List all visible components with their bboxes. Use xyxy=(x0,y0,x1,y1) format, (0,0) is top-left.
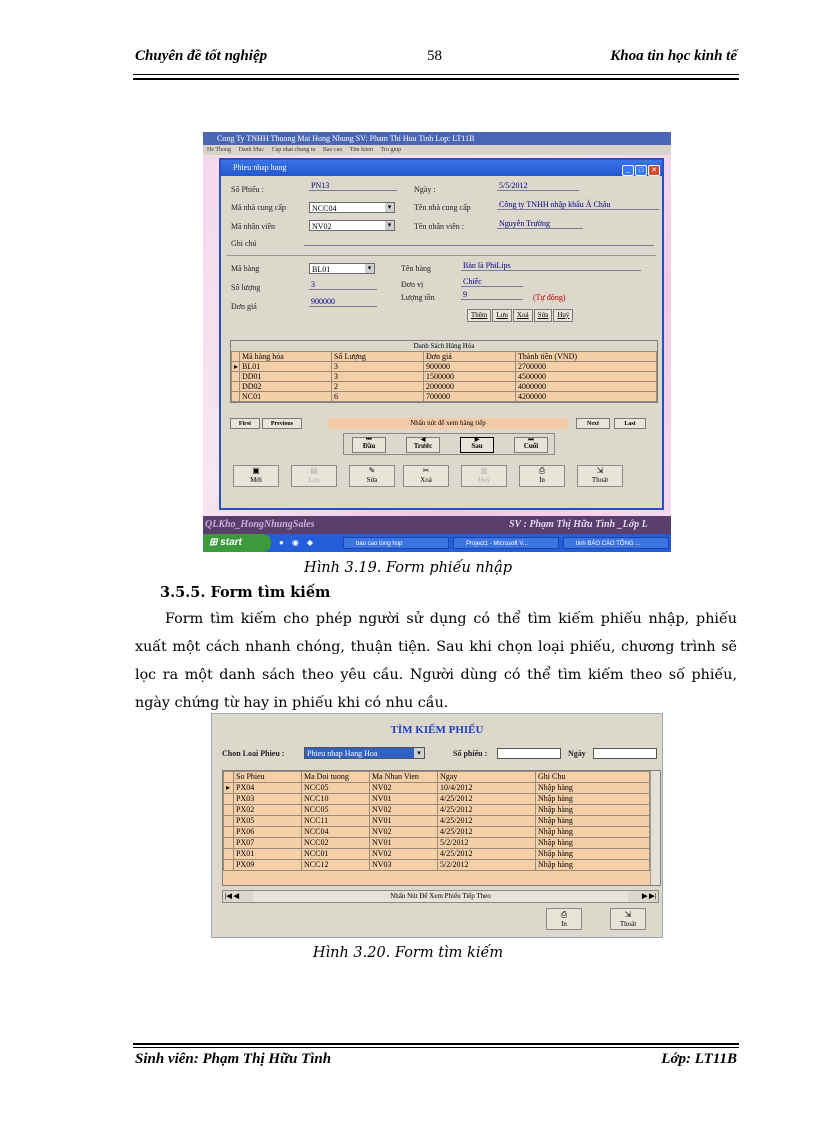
divider xyxy=(227,255,656,256)
menu-item[interactable]: Danh Muc xyxy=(238,147,265,153)
app-title-bar: Cong Ty TNHH Thuong Mai Hong Nhung SV: Pham Thi Huu Tinh Lop: LT11B xyxy=(203,132,671,145)
app-menu-bar xyxy=(203,145,671,155)
navigator-message: Nhấn Nút Để Xem Phiếu Tiếp Theo xyxy=(253,891,628,902)
tu-dong-note: (Tự động) xyxy=(533,293,566,302)
cell[interactable]: 2700000 xyxy=(516,362,657,372)
col-ma-doi-tuong: Ma Doi tuong xyxy=(302,772,370,783)
cell[interactable]: 4000000 xyxy=(516,382,657,392)
table-row[interactable]: PX06 NCC04 NV02 4/25/2012 Nhập hàng xyxy=(224,827,650,838)
quick-launch-icons[interactable]: ● ◉ ◆ xyxy=(279,538,316,547)
ma-ncc-label: Mã nhà cung cấp xyxy=(231,203,286,212)
table-row[interactable]: PX05 NCC11 NV01 4/25/2012 Nhập hàng xyxy=(224,816,650,827)
close-icon[interactable]: ✕ xyxy=(648,165,660,176)
col-ngay: Ngay xyxy=(438,772,536,783)
table-row[interactable]: PX07 NCC02 NV01 5/2/2012 Nhập hàng xyxy=(224,838,650,849)
header-title: Chuyên đề tốt nghiệp xyxy=(135,48,268,64)
don-gia-label: Đơn giá xyxy=(231,302,257,311)
luu-toolbar-button[interactable]: ▤ Lưu xyxy=(291,465,337,487)
footer-rule-thick xyxy=(133,1043,739,1045)
thoat-button[interactable]: ⇲ Thoát xyxy=(610,908,646,930)
cancel-icon: ▥ xyxy=(480,466,488,475)
phieu-nhap-dialog xyxy=(219,158,664,510)
col-ma-hang-hoa: Mã hàng hóa xyxy=(240,352,332,362)
status-student: SV : Phạm Thị Hữu Tình _Lớp L xyxy=(509,519,648,530)
loai-phieu-combo[interactable]: Phieu nhap Hang Hoa ▾ xyxy=(304,747,425,759)
table-row[interactable]: PX09 NCC12 NV03 5/2/2012 Nhập hàng xyxy=(224,860,650,871)
hang-hoa-grid xyxy=(230,340,658,403)
page-footer xyxy=(135,1051,737,1068)
ten-ncc-label: Tên nhà cung cấp xyxy=(414,203,471,212)
task-button[interactable]: Project1 - Microsoft V... xyxy=(453,537,559,549)
record-navigator xyxy=(222,890,659,903)
windows-logo-icon: ⊞ xyxy=(209,537,218,548)
cell[interactable]: 2 xyxy=(332,382,424,392)
task-button[interactable]: bao cao tong hop xyxy=(343,537,449,549)
cell[interactable]: DD01 xyxy=(240,372,332,382)
cell[interactable]: DD02 xyxy=(240,382,332,392)
col-ma-nhan-vien: Ma Nhan Vien xyxy=(370,772,438,783)
ngay-input[interactable] xyxy=(593,748,657,759)
so-phieu-label: Số phiếu : xyxy=(453,749,488,758)
previous-button[interactable]: Previous xyxy=(262,418,302,429)
exit-icon: ⇲ xyxy=(596,466,604,475)
in-toolbar-button[interactable]: ⎙ In xyxy=(519,465,565,487)
windows-taskbar xyxy=(203,534,671,552)
thoat-toolbar-button[interactable]: ⇲ Thoát xyxy=(577,465,623,487)
start-button[interactable]: ⊞ start xyxy=(203,534,271,552)
app-status-bar xyxy=(203,516,671,534)
huy-toolbar-button[interactable]: ▥ Huỷ xyxy=(461,465,507,487)
figure-tim-kiem-screenshot xyxy=(211,713,663,938)
section-heading: 3.5.5. Form tìm kiếm xyxy=(160,584,331,601)
dialog-title-bar xyxy=(221,160,662,176)
cell[interactable]: 6 xyxy=(332,392,424,402)
menu-item[interactable]: He Thong xyxy=(207,147,232,153)
grid-header-row xyxy=(232,352,657,362)
cell[interactable]: 900000 xyxy=(424,362,516,372)
moi-button[interactable]: ▣ Mới xyxy=(233,465,279,487)
row-pointer-icon: ▸ xyxy=(232,362,240,372)
grid-caption: Danh Sách Hàng Hóa xyxy=(231,341,657,351)
ma-hang-label: Mã hàng xyxy=(231,264,260,273)
cell[interactable]: 2000000 xyxy=(424,382,516,392)
ma-hang-combo[interactable]: BL01 ▾ xyxy=(309,263,375,274)
cell[interactable]: NC01 xyxy=(240,392,332,402)
figure-phieu-nhap-screenshot xyxy=(203,132,671,552)
section-paragraph: Form tìm kiếm cho phép người sử dụng có thể tìm kiếm phiếu nhập, phiếu xuất một cách nhanh chóng, thuận tiện. Sau khi chọn loại phiếu, chương trình sẽ lọc ra một danh sách theo yêu cầu. Người dùng có thể tìm kiếm theo số phiếu, ngày chứng từ hay in phiếu khi có nhu cầu. xyxy=(135,611,737,711)
navigator-message: Nhấn nút để xem hàng tiếp xyxy=(328,418,568,429)
table-row[interactable] xyxy=(232,372,657,382)
row-pointer-icon: ▸ xyxy=(224,783,234,794)
luong-ton-label: Lượng tồn xyxy=(401,293,435,302)
ma-nv-combo[interactable]: NV02 ▾ xyxy=(309,220,395,231)
ten-nv-field[interactable]: Nguyễn Trường xyxy=(497,219,583,229)
exit-icon: ⇲ xyxy=(624,910,632,919)
printer-icon: ⎙ xyxy=(538,466,546,475)
ghi-chu-label: Ghi chú xyxy=(231,239,257,248)
phieu-grid xyxy=(222,770,661,886)
luu-button[interactable]: Lưu xyxy=(492,309,512,322)
next-arrow-icon: ▶ xyxy=(474,437,480,443)
dau-button[interactable]: ⏮ Đầu xyxy=(352,437,386,453)
page-header xyxy=(135,48,737,70)
prev-arrow-icon: ◀ xyxy=(420,437,426,443)
next-last-icons[interactable]: ▶ ▶| xyxy=(641,892,656,900)
last-button[interactable]: Last xyxy=(614,418,646,429)
first-arrow-icon: ⏮ xyxy=(366,437,372,443)
cell[interactable]: 4500000 xyxy=(516,372,657,382)
next-button[interactable]: Next xyxy=(576,418,610,429)
menu-item[interactable]: Bao cao xyxy=(322,147,343,153)
table-row[interactable]: PX01 NCC01 NV02 4/25/2012 Nhập hàng xyxy=(224,849,650,860)
ma-nv-label: Mã nhân viên xyxy=(231,222,275,231)
cell[interactable]: BL01 xyxy=(240,362,332,372)
table-row[interactable] xyxy=(232,382,657,392)
record-navigator xyxy=(230,418,656,429)
move-button-group xyxy=(343,433,555,455)
so-luong-label: Số lượng xyxy=(231,283,261,292)
ten-hang-label: Tên hàng xyxy=(401,264,431,273)
don-vi-label: Đơn vị xyxy=(401,280,424,289)
footer-class: Lớp: LT11B xyxy=(661,1051,737,1067)
chon-loai-label: Chon Loai Phieu : xyxy=(222,749,285,758)
table-row[interactable] xyxy=(232,362,657,372)
header-rule-thick xyxy=(133,78,739,80)
truoc-button[interactable]: ◀ Trước xyxy=(406,437,440,453)
minimize-icon[interactable]: _ xyxy=(622,165,634,176)
col-thanh-tien: Thành tiền (VND) xyxy=(516,352,657,362)
table-row[interactable] xyxy=(232,392,657,402)
sua-button[interactable]: Sửa xyxy=(534,309,553,322)
grid-header-row xyxy=(224,772,650,783)
figure-caption-2: Hình 3.20. Form tìm kiếm xyxy=(312,945,504,961)
first-button[interactable]: First xyxy=(230,418,260,429)
form-title: TÌM KIẾM PHIẾU xyxy=(390,724,484,736)
ten-ncc-field[interactable]: Công ty TNHH nhập khẩu Á Châu xyxy=(497,200,659,210)
new-icon: ▣ xyxy=(252,466,260,475)
figure-caption-1: Hình 3.19. Form phiếu nhập xyxy=(303,560,513,576)
status-app-name: QLKho_HongNhungSales xyxy=(205,519,315,530)
menu-item[interactable]: Cap nhat chung tu xyxy=(271,147,316,153)
header-faculty: Khoa tin học kinh tế xyxy=(610,48,737,64)
sua-toolbar-button[interactable]: ✎ Sửa xyxy=(349,465,395,487)
printer-icon: ⎙ xyxy=(560,910,568,919)
save-icon: ▤ xyxy=(310,466,318,475)
col-don-gia: Đơn giá xyxy=(424,352,516,362)
footer-rule xyxy=(133,1047,739,1048)
table-row[interactable]: ▸ PX04 NCC05 NV02 10/4/2012 Nhập hàng xyxy=(224,783,650,794)
vertical-scrollbar[interactable] xyxy=(650,771,660,885)
ghi-chu-field[interactable] xyxy=(304,236,654,246)
last-arrow-icon: ⏭ xyxy=(528,437,534,443)
ngay-field[interactable]: 5/5/2012 xyxy=(497,181,579,191)
so-phieu-label: Số Phiếu : xyxy=(231,185,264,194)
luong-ton-field: 9 xyxy=(461,290,523,300)
delete-icon: ✂ xyxy=(422,466,430,475)
sau-button[interactable]: ▶ Sau xyxy=(460,437,494,453)
table-row[interactable]: PX03 NCC10 NV01 4/25/2012 Nhập hàng xyxy=(224,794,650,805)
footer-student: Sinh viên: Phạm Thị Hữu Tình xyxy=(135,1051,332,1067)
item-button-row xyxy=(467,309,574,322)
first-prev-icons[interactable]: |◀ ◀ xyxy=(225,892,240,900)
ngay-label: Ngày xyxy=(568,749,586,758)
menu-item[interactable]: Tim kiem xyxy=(349,147,374,153)
ten-nv-label: Tên nhân viên : xyxy=(414,222,464,231)
cell[interactable]: 700000 xyxy=(424,392,516,402)
xoa-toolbar-button[interactable]: ✂ Xoá xyxy=(403,465,449,487)
cuoi-button[interactable]: ⏭ Cuối xyxy=(514,437,548,453)
header-rule xyxy=(133,74,739,75)
so-phieu-field[interactable]: PN13 xyxy=(309,181,397,191)
them-button[interactable]: Thêm xyxy=(467,309,491,322)
huy-button[interactable]: Huỷ xyxy=(553,309,573,322)
xoa-button[interactable]: Xoá xyxy=(513,309,533,322)
ngay-label: Ngày : xyxy=(414,185,436,194)
cell[interactable]: 1500000 xyxy=(424,372,516,382)
table-row[interactable]: PX02 NCC05 NV02 4/25/2012 Nhập hàng xyxy=(224,805,650,816)
ten-hang-field[interactable]: Bàn là PhiLips xyxy=(461,261,641,271)
dialog-title: Phieu nhap hang xyxy=(233,163,287,172)
so-luong-field[interactable]: 3 xyxy=(309,280,377,290)
menu-item[interactable]: Tro giup xyxy=(380,147,402,153)
don-vi-field[interactable]: Chiếc xyxy=(461,277,523,287)
col-so-luong: Số Lượng xyxy=(332,352,424,362)
task-button[interactable]: tinh BÁO CÁO TỔNG ... xyxy=(563,537,669,549)
page-number: 58 xyxy=(427,48,442,64)
maximize-icon[interactable]: □ xyxy=(635,165,647,176)
so-phieu-input[interactable] xyxy=(497,748,561,759)
col-so-phieu: So Phieu xyxy=(234,772,302,783)
edit-icon: ✎ xyxy=(368,466,376,475)
ma-ncc-combo[interactable]: NCC04 ▾ xyxy=(309,202,395,213)
grid-indicator xyxy=(232,352,240,362)
cell[interactable]: 3 xyxy=(332,372,424,382)
col-ghi-chu: Ghi Chu xyxy=(536,772,650,783)
cell[interactable]: 3 xyxy=(332,362,424,372)
in-button[interactable]: ⎙ In xyxy=(546,908,582,930)
don-gia-field[interactable]: 900000 xyxy=(309,297,377,307)
cell[interactable]: 4200000 xyxy=(516,392,657,402)
